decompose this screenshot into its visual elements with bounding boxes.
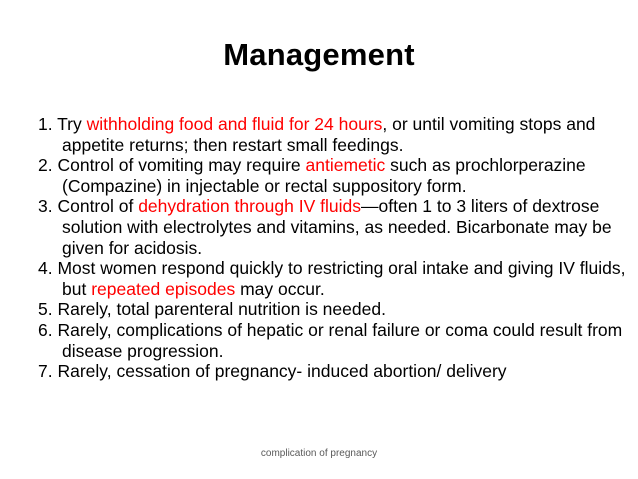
- list-item-text: Rarely, complications of hepatic or renal failure or coma could result from disease progression.: [57, 319, 623, 361]
- list-item-number: 3.: [38, 196, 58, 217]
- list-item-text: such as prochlorperazine (Compazine) in injectable or rectal suppository form.: [62, 155, 586, 196]
- list-item: [38, 320, 628, 361]
- slide-title: Management: [223, 37, 415, 72]
- list-item-text: , or until vomiting stops and appetite returns; then restart small feedings.: [62, 114, 596, 155]
- list-item-text: Rarely, cessation of pregnancy- induced abortion/ delivery: [57, 361, 507, 382]
- list-item-text: Most women respond quickly to restricting oral intake and giving IV fluids, but: [57, 258, 626, 299]
- list-item: [38, 196, 628, 258]
- list-item-number: 5.: [38, 299, 58, 320]
- list-item-text: —often 1 to 3 liters of dextrose solution with electrolytes and vitamins, as needed. Bicarbonate may be given for acidosis.: [62, 196, 612, 258]
- list-item-number: 6.: [38, 319, 58, 340]
- list-item-number: 7.: [38, 361, 58, 382]
- list-item-number: 1.: [38, 114, 58, 134]
- list-item: [38, 299, 628, 320]
- slide-footer: complication of pregnancy: [260, 448, 378, 459]
- list-item-number: 4.: [38, 258, 58, 279]
- list-item-text: Try: [57, 114, 87, 134]
- list-item: [38, 361, 628, 382]
- highlighted-text: repeated episodes: [91, 278, 236, 299]
- list-item-text: Control of: [57, 196, 139, 217]
- list-item-text: Rarely, total parenteral nutrition is needed.: [57, 299, 386, 320]
- list-item: [38, 114, 628, 155]
- highlighted-text: withholding food and fluid for 24 hours: [86, 114, 383, 134]
- highlighted-text: dehydration through IV fluids: [138, 196, 361, 217]
- list-item-text: may occur.: [235, 278, 325, 299]
- highlighted-text: antiemetic: [305, 155, 386, 176]
- list-item: [38, 258, 628, 299]
- management-list: [38, 114, 628, 382]
- list-item: [38, 155, 628, 196]
- list-item-number: 2.: [38, 155, 58, 176]
- list-item-text: Control of vomiting may require: [57, 155, 306, 176]
